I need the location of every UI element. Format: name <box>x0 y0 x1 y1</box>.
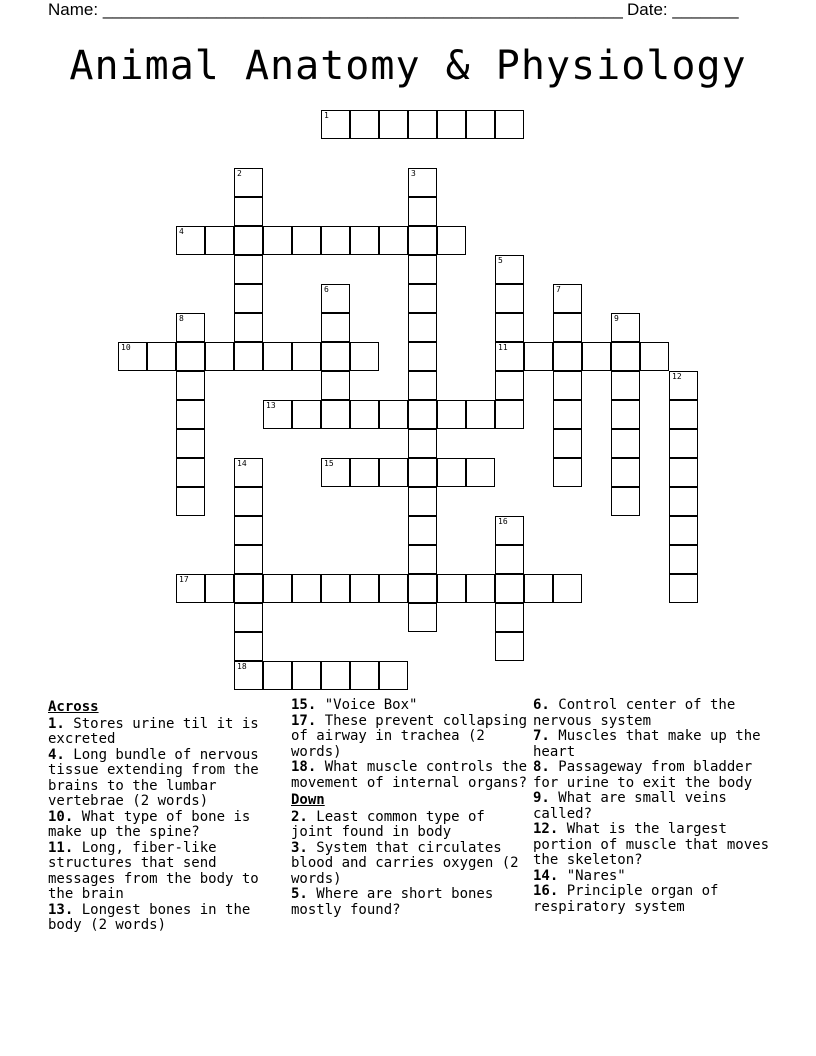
clue-item <box>291 887 529 918</box>
page-title: Animal Anatomy & Physiology <box>69 43 747 89</box>
crossword-cell[interactable] <box>292 574 321 603</box>
clue-item <box>48 841 286 903</box>
crossword-cell[interactable] <box>466 110 495 139</box>
clue-item-number: 8. <box>533 759 550 775</box>
crossword-cell[interactable] <box>495 313 524 342</box>
crossword-cell[interactable] <box>379 458 408 487</box>
clue-item <box>48 810 286 841</box>
clue-item <box>48 748 286 810</box>
clue-item-number: 9. <box>533 790 550 806</box>
crossword-cell[interactable] <box>408 574 437 603</box>
crossword-cell[interactable] <box>611 400 640 429</box>
clue-number: 11 <box>498 343 508 352</box>
crossword-cell[interactable] <box>495 284 524 313</box>
crossword-cell[interactable] <box>350 661 379 690</box>
crossword-cell[interactable] <box>205 342 234 371</box>
crossword-cell[interactable] <box>640 342 669 371</box>
crossword-cell[interactable] <box>437 226 466 255</box>
crossword-cell[interactable] <box>176 487 205 516</box>
crossword-cell[interactable] <box>118 342 147 371</box>
crossword-cell[interactable] <box>408 516 437 545</box>
crossword-cell[interactable] <box>234 226 263 255</box>
crossword-cell[interactable] <box>321 661 350 690</box>
crossword-cell[interactable] <box>292 400 321 429</box>
crossword-cell[interactable] <box>263 661 292 690</box>
clue-item-text: Principle organ of respiratory system <box>533 883 719 915</box>
clue-number: 13 <box>266 401 276 410</box>
clue-number: 16 <box>498 517 508 526</box>
crossword-cell[interactable] <box>611 371 640 400</box>
clue-number: 1 <box>324 111 329 120</box>
crossword-cell[interactable] <box>408 545 437 574</box>
crossword-cell[interactable] <box>350 110 379 139</box>
crossword-cell[interactable] <box>176 458 205 487</box>
crossword-cell[interactable] <box>321 342 350 371</box>
crossword-cell[interactable] <box>234 574 263 603</box>
crossword-cell[interactable] <box>408 284 437 313</box>
crossword-cell[interactable] <box>234 342 263 371</box>
clue-item-text: What is the largest portion of muscle that moves the skeleton? <box>533 821 770 868</box>
crossword-cell[interactable] <box>495 400 524 429</box>
crossword-cell[interactable] <box>350 458 379 487</box>
crossword-cell[interactable] <box>234 313 263 342</box>
crossword-cell[interactable] <box>611 458 640 487</box>
clue-item <box>533 729 771 760</box>
crossword-cell[interactable] <box>437 574 466 603</box>
clue-item-text: System that circulates blood and carries oxygen (2 words) <box>291 839 519 887</box>
crossword-cell[interactable] <box>263 574 292 603</box>
down-clue-list-continued <box>533 698 771 915</box>
crossword-cell[interactable] <box>408 168 437 197</box>
name-label: Name: <box>48 0 99 19</box>
crossword-cell[interactable] <box>408 603 437 632</box>
clue-item-text: Passageway from bladder for urine to exit the body <box>533 759 753 791</box>
date-label: Date: <box>627 0 668 19</box>
clue-item-text: Where are short bones mostly found? <box>291 886 494 918</box>
crossword-cell[interactable] <box>495 574 524 603</box>
clues-column-3 <box>533 698 771 915</box>
crossword-cell[interactable] <box>495 342 524 371</box>
clue-item <box>291 698 529 714</box>
crossword-cell[interactable] <box>379 110 408 139</box>
crossword-cell[interactable] <box>466 458 495 487</box>
crossword-cell[interactable] <box>234 632 263 661</box>
clue-item-number: 17. <box>291 712 317 729</box>
crossword-cell[interactable] <box>321 458 350 487</box>
crossword-cell[interactable] <box>379 226 408 255</box>
crossword-cell[interactable] <box>495 603 524 632</box>
clue-number: 12 <box>672 372 682 381</box>
clue-number: 6 <box>324 285 329 294</box>
clues-column-2 <box>291 698 529 918</box>
clue-number: 9 <box>614 314 619 323</box>
crossword-cell[interactable] <box>234 284 263 313</box>
clue-item <box>48 717 286 748</box>
clue-number: 7 <box>556 285 561 294</box>
crossword-cell[interactable] <box>437 110 466 139</box>
clue-item-number: 16. <box>533 883 559 899</box>
clue-item-text: Longest bones in the body (2 words) <box>48 901 251 933</box>
crossword-cell[interactable] <box>234 661 263 690</box>
clue-number: 14 <box>237 459 247 468</box>
crossword-cell[interactable] <box>408 371 437 400</box>
crossword-cell[interactable] <box>234 603 263 632</box>
clue-item-number: 18. <box>291 759 317 775</box>
crossword-cell[interactable] <box>176 371 205 400</box>
crossword-cell[interactable] <box>553 342 582 371</box>
clue-item <box>533 884 771 915</box>
clue-item-text: Long bundle of nervous tissue extending from the brains to the lumbar vertebrae (2 words) <box>48 746 259 809</box>
crossword-cell[interactable] <box>611 313 640 342</box>
crossword-cell[interactable] <box>408 342 437 371</box>
crossword-cell[interactable] <box>321 574 350 603</box>
date-line[interactable]: _______ <box>672 0 739 19</box>
name-line[interactable]: _______________________________________________________ <box>102 0 623 19</box>
clue-item <box>533 698 771 729</box>
crossword-cell[interactable] <box>292 342 321 371</box>
clue-item-number: 11. <box>48 839 74 856</box>
crossword-cell[interactable] <box>669 545 698 574</box>
clue-item-number: 12. <box>533 821 559 837</box>
crossword-cell[interactable] <box>669 487 698 516</box>
crossword-cell[interactable] <box>176 400 205 429</box>
clue-item-text: Control center of the nervous system <box>533 697 736 729</box>
clue-number: 5 <box>498 256 503 265</box>
clue-item-text: These prevent collapsing of airway in trachea (2 words) <box>291 712 528 760</box>
clue-item-text: What are small veins called? <box>533 790 727 822</box>
crossword-cell[interactable] <box>466 574 495 603</box>
clue-item-text: Muscles that make up the heart <box>533 728 761 760</box>
crossword-cell[interactable] <box>669 429 698 458</box>
clue-item-number: 5. <box>291 886 308 902</box>
crossword-cell[interactable] <box>495 516 524 545</box>
crossword-cell[interactable] <box>379 574 408 603</box>
clue-number: 18 <box>237 662 247 671</box>
crossword-cell[interactable] <box>611 487 640 516</box>
down-heading: Down <box>291 792 325 808</box>
clue-item-text: "Voice Box" <box>316 697 418 713</box>
clue-item-text: Long, fiber-like structures that send messages from the body to the brain <box>48 839 259 902</box>
crossword-cell[interactable] <box>205 226 234 255</box>
clue-item <box>291 810 529 841</box>
clue-item-number: 1. <box>48 715 65 732</box>
crossword-cell[interactable] <box>408 458 437 487</box>
crossword-cell[interactable] <box>292 661 321 690</box>
crossword-cell[interactable] <box>321 400 350 429</box>
crossword-cell[interactable] <box>176 313 205 342</box>
crossword-cell[interactable] <box>669 516 698 545</box>
clue-item-number: 3. <box>291 839 308 856</box>
clue-item-text: "Nares" <box>558 867 626 884</box>
crossword-cell[interactable] <box>350 400 379 429</box>
clue-item-number: 10. <box>48 808 74 825</box>
clue-item <box>533 760 771 791</box>
clue-item-text: What muscle controls the movement of internal organs? <box>291 759 528 791</box>
crossword-cell[interactable] <box>234 458 263 487</box>
across-heading: Across <box>48 699 99 715</box>
crossword-cell[interactable] <box>350 226 379 255</box>
crossword-cell[interactable] <box>553 429 582 458</box>
crossword-cell[interactable] <box>321 226 350 255</box>
crossword-cell[interactable] <box>350 574 379 603</box>
clue-item-number: 15. <box>291 697 317 713</box>
clue-item <box>533 791 771 822</box>
clue-number: 15 <box>324 459 334 468</box>
crossword-cell[interactable] <box>321 110 350 139</box>
crossword-cell[interactable] <box>553 371 582 400</box>
clue-number: 2 <box>237 169 242 178</box>
crossword-cell[interactable] <box>321 313 350 342</box>
crossword-cell[interactable] <box>553 313 582 342</box>
crossword-cell[interactable] <box>379 400 408 429</box>
crossword-cell[interactable] <box>234 545 263 574</box>
clue-item <box>533 822 771 869</box>
crossword-cell[interactable] <box>524 342 553 371</box>
crossword-cell[interactable] <box>553 458 582 487</box>
clue-item-text: Stores urine til it is excreted <box>48 715 259 747</box>
crossword-cell[interactable] <box>495 371 524 400</box>
crossword-cell[interactable] <box>495 110 524 139</box>
across-clue-list-continued <box>291 698 529 791</box>
crossword-cell[interactable] <box>495 255 524 284</box>
clue-number: 4 <box>179 227 184 236</box>
crossword-cell[interactable] <box>321 371 350 400</box>
clue-item-text: What type of bone is make up the spine? <box>48 808 251 840</box>
crossword-cell[interactable] <box>234 516 263 545</box>
clue-number: 3 <box>411 169 416 178</box>
crossword-cell[interactable] <box>466 400 495 429</box>
crossword-cell[interactable] <box>582 342 611 371</box>
crossword-cell[interactable] <box>408 313 437 342</box>
crossword-cell[interactable] <box>205 574 234 603</box>
clue-item-number: 7. <box>533 728 550 744</box>
clue-item-number: 2. <box>291 808 308 825</box>
crossword-cell[interactable] <box>234 255 263 284</box>
crossword-cell[interactable] <box>234 168 263 197</box>
crossword-cell[interactable] <box>350 342 379 371</box>
crossword-cell[interactable] <box>611 429 640 458</box>
clue-item <box>48 903 286 934</box>
crossword-cell[interactable] <box>408 197 437 226</box>
clue-number: 8 <box>179 314 184 323</box>
clue-item-number: 14. <box>533 867 559 884</box>
crossword-cell[interactable] <box>611 342 640 371</box>
clue-item-text: Least common type of joint found in body <box>291 808 485 840</box>
clue-item <box>291 841 529 888</box>
crossword-cell[interactable] <box>437 458 466 487</box>
clue-item <box>533 869 771 885</box>
crossword-cell[interactable] <box>234 487 263 516</box>
crossword-cell[interactable] <box>263 342 292 371</box>
crossword-cell[interactable] <box>234 197 263 226</box>
crossword-cell[interactable] <box>553 284 582 313</box>
clue-item <box>291 714 529 761</box>
crossword-cell[interactable] <box>408 487 437 516</box>
crossword-cell[interactable] <box>669 371 698 400</box>
crossword-cell[interactable] <box>263 226 292 255</box>
clue-number: 17 <box>179 575 189 584</box>
crossword-cell[interactable] <box>321 284 350 313</box>
crossword-cell[interactable] <box>553 400 582 429</box>
crossword-cell[interactable] <box>408 255 437 284</box>
crossword-cell[interactable] <box>408 110 437 139</box>
crossword-cell[interactable] <box>379 661 408 690</box>
crossword-cell[interactable] <box>669 574 698 603</box>
crossword-cell[interactable] <box>176 342 205 371</box>
clue-item-number: 13. <box>48 901 74 918</box>
crossword-cell[interactable] <box>495 632 524 661</box>
crossword-cell[interactable] <box>176 429 205 458</box>
crossword-cell[interactable] <box>495 545 524 574</box>
crossword-cell[interactable] <box>147 342 176 371</box>
clue-item <box>291 760 529 791</box>
clue-item-number: 4. <box>48 746 65 763</box>
clue-number: 10 <box>121 343 131 352</box>
crossword-cell[interactable] <box>292 226 321 255</box>
across-clue-list <box>48 717 286 934</box>
crossword-cell[interactable] <box>176 226 205 255</box>
crossword-cell[interactable] <box>408 429 437 458</box>
crossword-cell[interactable] <box>669 458 698 487</box>
crossword-cell[interactable] <box>176 574 205 603</box>
crossword-cell[interactable] <box>669 400 698 429</box>
clue-item-number: 6. <box>533 697 550 713</box>
crossword-cell[interactable] <box>263 400 292 429</box>
crossword-cell[interactable] <box>524 574 553 603</box>
down-clue-list <box>291 810 529 919</box>
crossword-cell[interactable] <box>553 574 582 603</box>
clues-column-1 <box>48 698 286 934</box>
crossword-cell[interactable] <box>408 226 437 255</box>
crossword-cell[interactable] <box>437 400 466 429</box>
crossword-cell[interactable] <box>408 400 437 429</box>
